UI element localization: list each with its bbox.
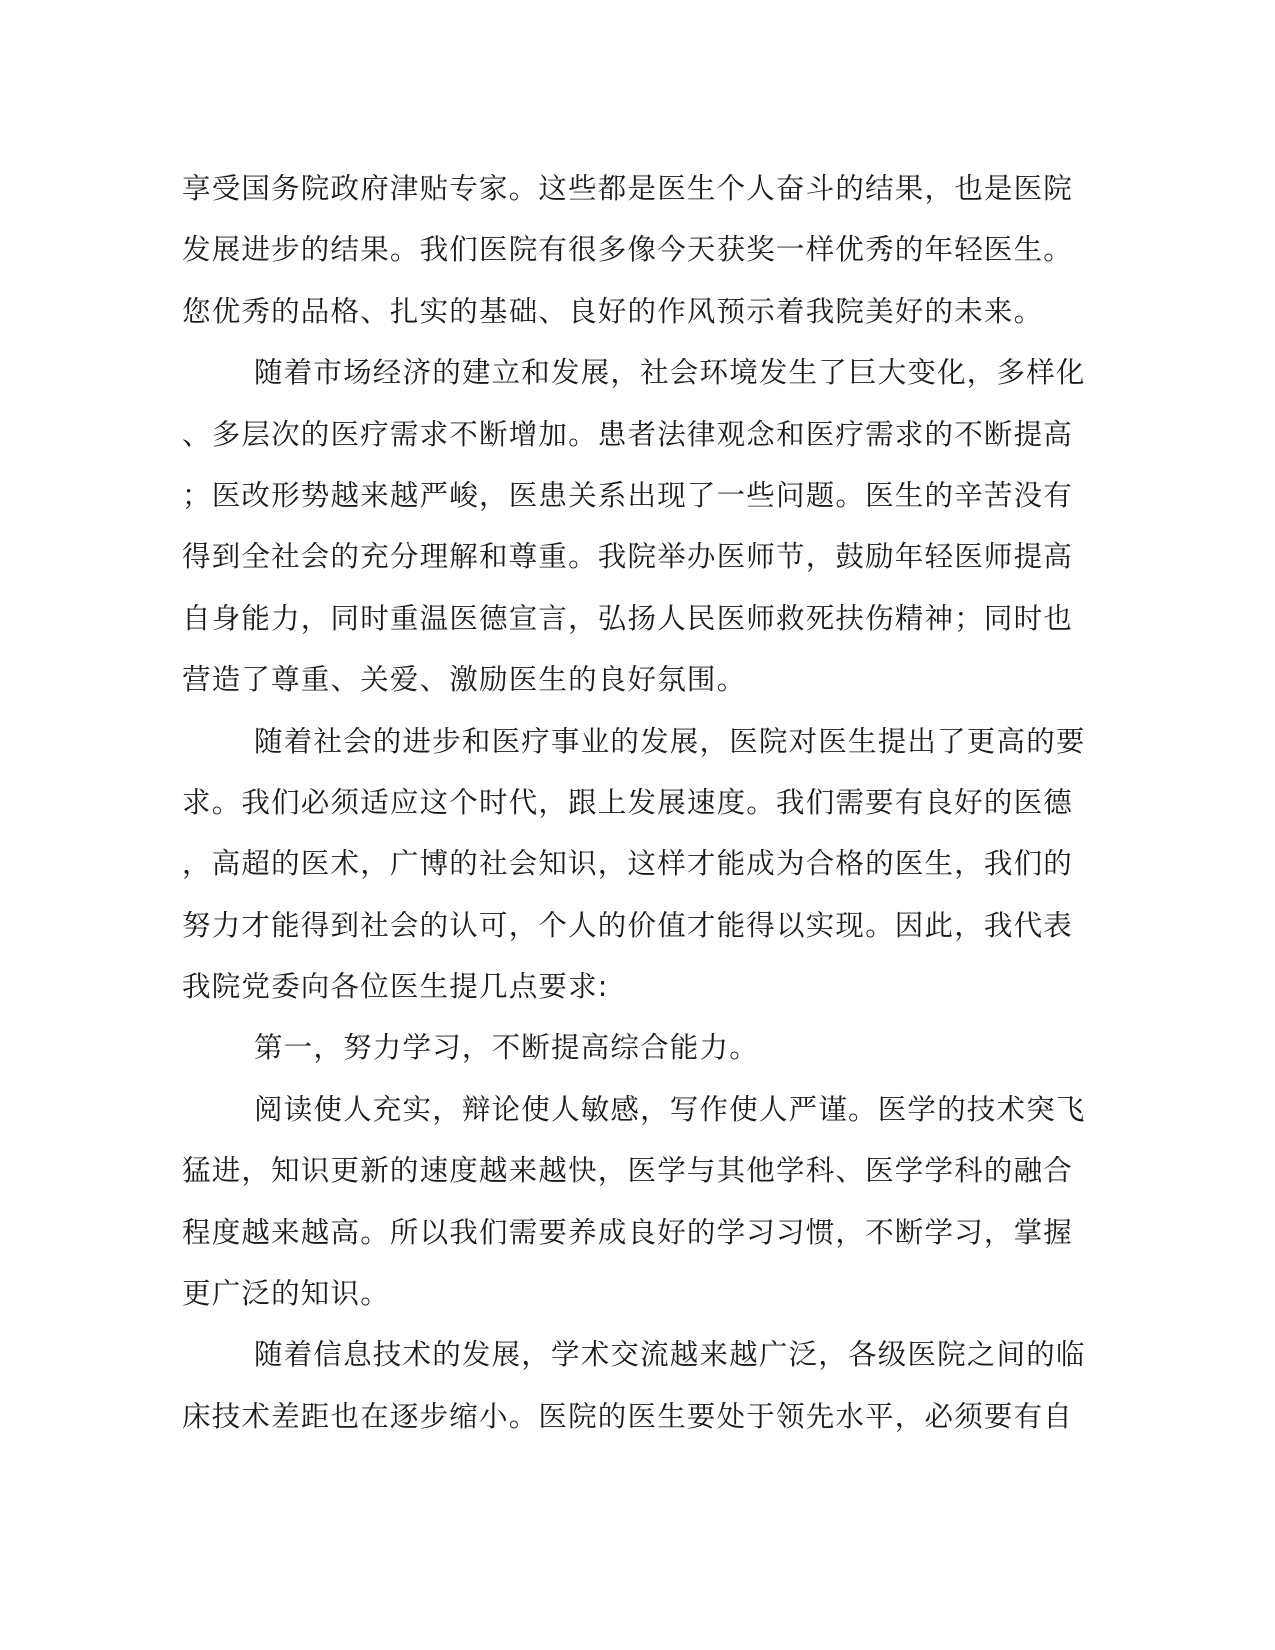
section-heading-line: 第一，努力学习，不断提高综合能力。	[254, 1031, 759, 1065]
text-line: 程度越来越高。所以我们需要养成良好的学习习惯，不断学习，掌握	[182, 1215, 1074, 1249]
text-line: ，高超的医术，广博的社会知识，这样才能成为合格的医生，我们的	[182, 847, 1074, 881]
text-line: 努力才能得到社会的认可，个人的价值才能得以实现。因此，我代表	[182, 908, 1074, 942]
text-line: 床技术差距也在逐步缩小。医院的医生要处于领先水平，必须要有自	[182, 1399, 1074, 1433]
body-text	[182, 158, 1086, 1447]
paragraph-start-line: 随着社会的进步和医疗事业的发展，医院对医生提出了更高的要	[254, 724, 1086, 758]
text-line: 发展进步的结果。我们医院有很多像今天获奖一样优秀的年轻医生。	[182, 233, 1074, 267]
text-line: 自身能力，同时重温医德宣言，弘扬人民医师救死扶伤精神；同时也	[182, 601, 1074, 635]
paragraph-start-line: 随着信息技术的发展，学术交流越来越广泛，各级医院之间的临	[254, 1338, 1086, 1372]
text-line: 我院党委向各位医生提几点要求:	[182, 970, 609, 1004]
text-line: 得到全社会的充分理解和尊重。我院举办医师节，鼓励年轻医师提高	[182, 540, 1074, 574]
text-line: 营造了尊重、关爱、激励医生的良好氛围。	[182, 663, 747, 697]
paragraph-start-line: 阅读使人充实，辩论使人敏感，写作使人严谨。医学的技术突飞	[254, 1092, 1086, 1126]
text-line: 更广泛的知识。	[182, 1277, 390, 1311]
text-line: 猛进，知识更新的速度越来越快，医学与其他学科、医学学科的融合	[182, 1154, 1074, 1188]
text-line: 求。我们必须适应这个时代，跟上发展速度。我们需要有良好的医德	[182, 785, 1074, 819]
text-line: 您优秀的品格、扎实的基础、良好的作风预示着我院美好的未来。	[182, 294, 1044, 328]
text-line: 享受国务院政府津贴专家。这些都是医生个人奋斗的结果，也是医院	[182, 172, 1074, 205]
paragraph-start-line: 随着市场经济的建立和发展，社会环境发生了巨大变化，多样化	[254, 356, 1086, 390]
text-line: 、多层次的医疗需求不断增加。患者法律观念和医疗需求的不断提高	[182, 417, 1074, 451]
text-line: ；医改形势越来越严峻，医患关系出现了一些问题。医生的辛苦没有	[182, 478, 1074, 512]
